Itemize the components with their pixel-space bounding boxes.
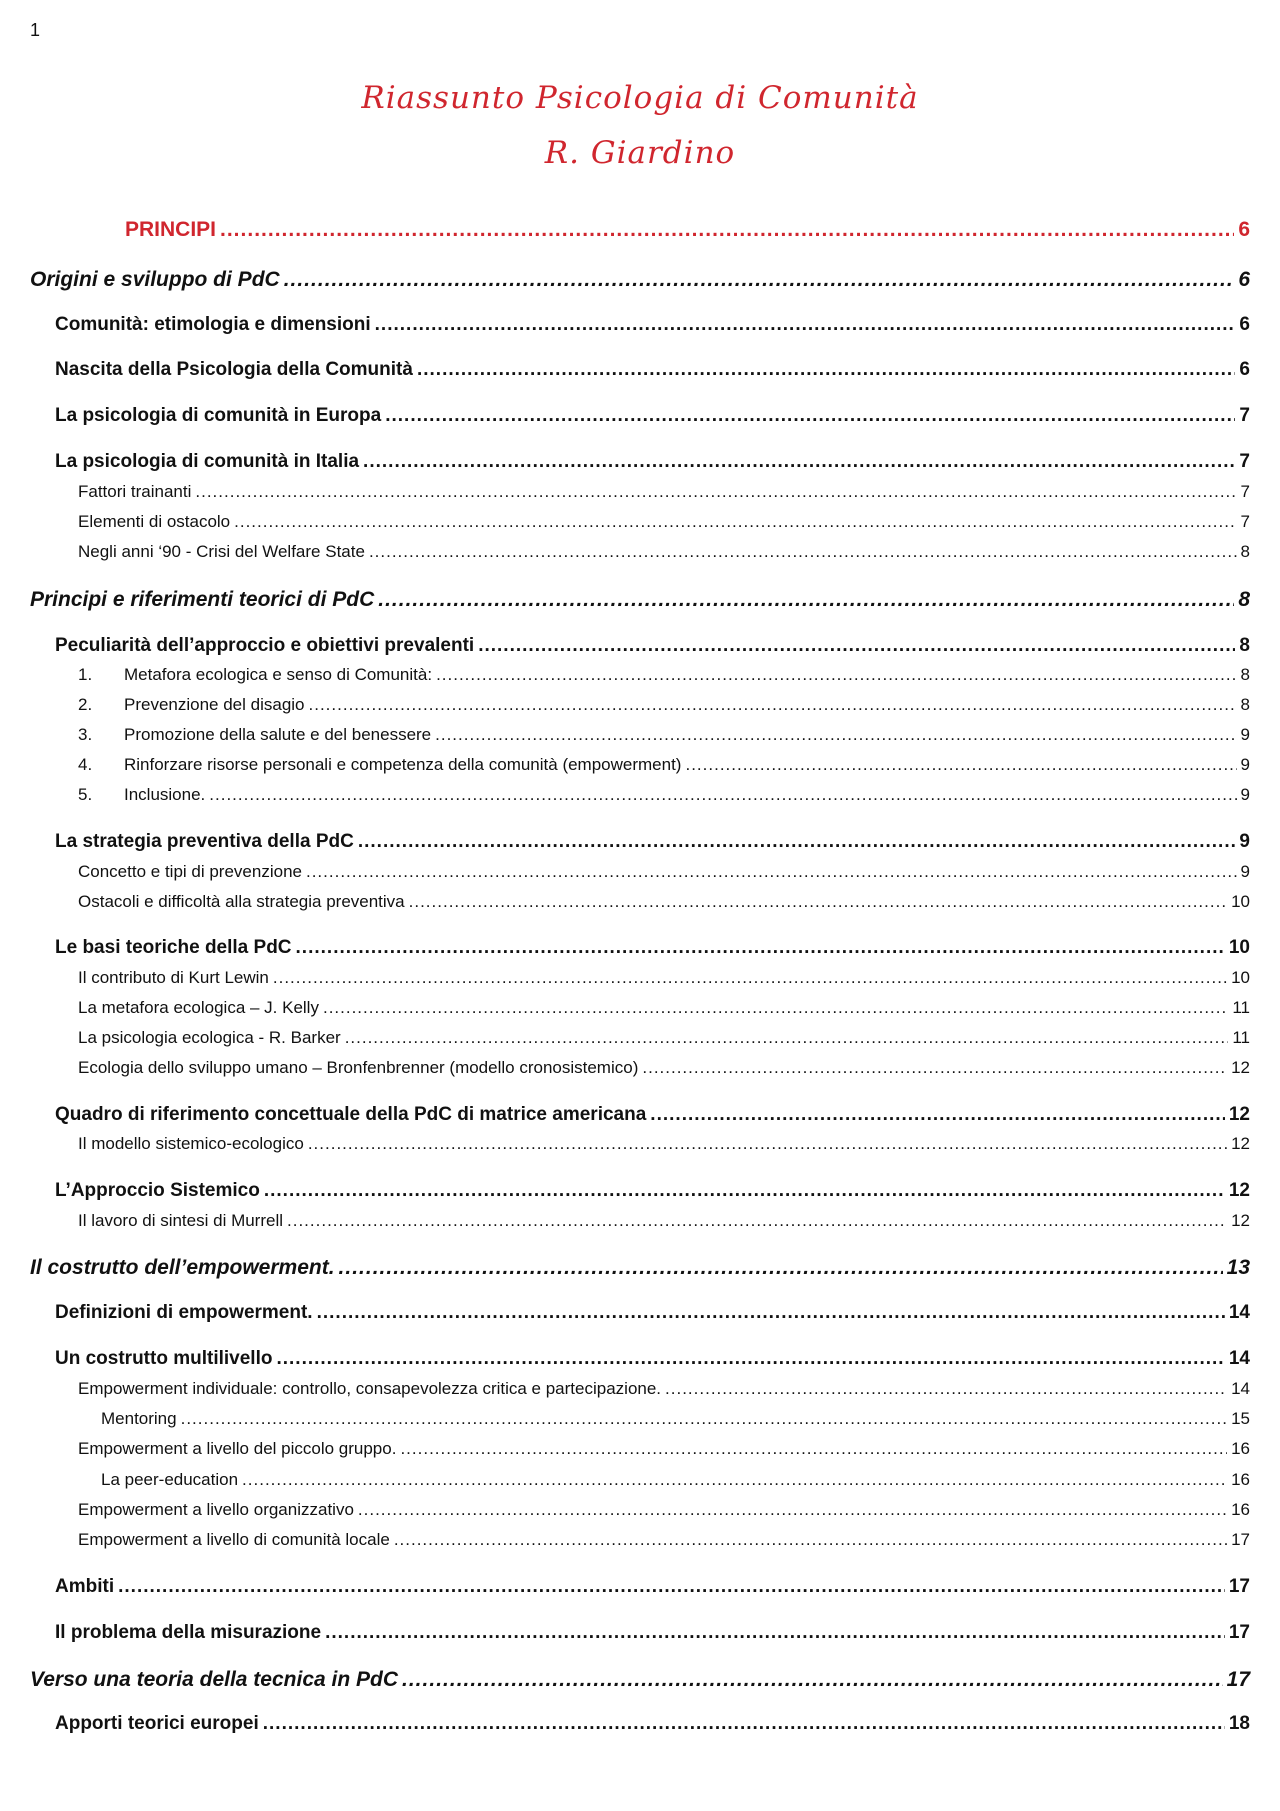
toc-leader-dots [665,1379,1227,1399]
toc-leader-dots [309,695,1237,715]
toc-leader-dots [296,937,1225,959]
toc-entry-title: Comunità: etimologia e dimensioni [55,314,371,335]
toc-leader-dots [287,1211,1227,1231]
toc-entry[interactable] [55,314,1250,336]
toc-entry[interactable] [55,831,1250,853]
toc-entry-page: 8 [1239,635,1250,656]
toc-entry-title: Quadro di riferimento concettuale della PdC di matrice americana [55,1104,647,1125]
toc-leader-dots [306,862,1237,882]
toc-entry[interactable] [78,892,1250,912]
toc-entry[interactable] [55,1348,1250,1370]
toc-entry-page: 9 [1240,755,1250,774]
toc-leader-dots [273,968,1227,988]
toc-entry-page: 12 [1228,1104,1250,1125]
toc-entry-page: 11 [1232,998,1250,1017]
toc-entry[interactable] [55,1302,1250,1324]
toc-entry[interactable] [55,405,1250,427]
toc-leader-dots [642,1058,1227,1078]
toc-entry-page: 12 [1231,1211,1250,1230]
toc-entry[interactable] [55,1713,1250,1735]
toc-entry-page: 18 [1228,1713,1250,1734]
toc-entry-number: 5. [78,785,93,804]
toc-leader-dots [685,755,1236,775]
toc-entry-title: Mentoring [101,1409,177,1428]
toc-entry-title: Il lavoro di sintesi di Murrell [78,1211,284,1230]
toc-entry-title: Le basi teoriche della PdC [55,937,292,958]
toc-entry-title: PRINCIPI [125,218,217,241]
toc-entry-page: 8 [1238,588,1250,611]
toc-entry-title: Rinforzare risorse personali e competenza della comunità (empowerment) [124,755,682,774]
toc-leader-dots [195,482,1236,502]
toc-entry-page: 6 [1238,268,1250,291]
toc-entry-page: 14 [1228,1302,1250,1323]
toc-entry-page: 9 [1240,785,1250,804]
toc-entry-page: 9 [1239,831,1250,852]
toc-entry-page: 8 [1240,695,1250,714]
toc-entry[interactable] [78,785,1250,805]
toc-leader-dots [369,542,1237,562]
toc-entry[interactable] [55,1180,1250,1202]
toc-entry-title: Fattori trainanti [78,482,192,501]
toc-entry[interactable] [55,451,1250,473]
toc-leader-dots [181,1409,1227,1429]
toc-entry[interactable] [30,588,1250,612]
toc-leader-dots [234,512,1236,532]
toc-leader-dots [308,1134,1227,1154]
toc-entry-title: Un costrutto multilivello [55,1348,273,1369]
toc-entry[interactable] [125,218,1250,242]
toc-entry-page: 7 [1240,512,1250,531]
toc-entry[interactable] [78,1379,1250,1399]
toc-leader-dots [323,998,1228,1018]
toc-entry-page: 6 [1239,359,1250,380]
toc-entry-number: 2. [78,695,93,714]
toc-entry[interactable] [78,998,1250,1018]
toc-entry-title: La psicologia di comunità in Italia [55,451,360,472]
toc-entry-page: 17 [1231,1530,1250,1549]
toc-entry-title: Empowerment a livello di comunità locale [78,1530,390,1549]
toc-entry[interactable] [78,1028,1250,1048]
toc-entry[interactable] [55,635,1250,657]
toc-entry-number: 3. [78,725,93,744]
document-author: R. Giardino [544,135,736,171]
toc-entry-title: Definizioni di empowerment. [55,1302,313,1323]
toc-entry-page: 15 [1231,1409,1250,1428]
toc-entry-page: 10 [1231,968,1250,987]
toc-entry-title: Empowerment a livello del piccolo gruppo. [78,1439,397,1458]
toc-entry[interactable] [55,1576,1250,1598]
toc-entry-title: La psicologia ecologica - R. Barker [78,1028,341,1047]
toc-entry[interactable] [78,695,1250,715]
toc-leader-dots [402,1668,1223,1692]
toc-leader-dots [339,1256,1223,1280]
page-number: 1 [30,20,41,40]
toc-entry-page: 6 [1239,314,1250,335]
toc-entry-title: Empowerment individuale: controllo, consapevolezza critica e partecipazione. [78,1379,662,1398]
toc-leader-dots [345,1028,1229,1048]
toc-leader-dots [417,359,1235,381]
toc-entry-page: 11 [1232,1028,1250,1047]
toc-entry-title: Negli anni ‘90 - Crisi del Welfare State [78,542,365,561]
toc-entry-title: Apporti teorici europei [55,1713,259,1734]
toc-entry[interactable] [78,1500,1250,1520]
toc-entry-page: 16 [1231,1500,1250,1519]
toc-entry[interactable] [78,1211,1250,1231]
toc-leader-dots [242,1470,1227,1490]
toc-entry[interactable] [101,1409,1250,1429]
toc-entry[interactable] [55,937,1250,959]
toc-entry-page: 12 [1231,1058,1250,1077]
toc-entry-title: Concetto e tipi di prevenzione [78,862,302,881]
toc-leader-dots [284,268,1235,292]
toc-entry[interactable] [78,1439,1250,1459]
toc-entry[interactable] [78,482,1250,502]
toc-entry-title: Ecologia dello sviluppo umano – Bronfenbrenner (modello cronosistemico) [78,1058,639,1077]
toc-entry-page: 17 [1226,1668,1250,1691]
toc-entry-title: Inclusione. [124,785,206,804]
toc-leader-dots [650,1104,1225,1126]
document-title: Riassunto Psicologia di Comunità [361,80,919,116]
toc-entry-page: 8 [1240,542,1250,561]
toc-entry[interactable] [30,1668,1250,1692]
toc-entry-title: Ostacoli e difficoltà alla strategia preventiva [78,892,405,911]
toc-leader-dots [220,218,1234,242]
toc-leader-dots [264,1180,1225,1202]
toc-entry-page: 7 [1239,405,1250,426]
toc-leader-dots [358,831,1236,853]
toc-entry-page: 7 [1239,451,1250,472]
toc-leader-dots [325,1622,1225,1644]
toc-entry-title: La psicologia di comunità in Europa [55,405,382,426]
toc-entry-title: La metafora ecologica – J. Kelly [78,998,319,1017]
toc-entry-title: La strategia preventiva della PdC [55,831,354,852]
toc-leader-dots [394,1530,1227,1550]
toc-entry-page: 16 [1231,1470,1250,1489]
toc-entry-title: Verso una teoria della tecnica in PdC [30,1668,399,1691]
toc-leader-dots [276,1348,1224,1370]
toc-entry-title: L’Approccio Sistemico [55,1180,260,1201]
toc-entry[interactable] [78,512,1250,532]
toc-entry[interactable] [78,968,1250,988]
toc-entry-page: 10 [1228,937,1250,958]
toc-entry-title: Nascita della Psicologia della Comunità [55,359,413,380]
toc-entry[interactable] [55,1622,1250,1644]
toc-entry-page: 10 [1231,892,1250,911]
toc-entry-title: Prevenzione del disagio [124,695,305,714]
toc-leader-dots [118,1576,1225,1598]
toc-entry-page: 14 [1228,1348,1250,1369]
toc-leader-dots [409,892,1227,912]
toc-entry-title: Il contributo di Kurt Lewin [78,968,269,987]
toc-leader-dots [436,665,1236,685]
toc-leader-dots [435,725,1236,745]
toc-entry-page: 16 [1231,1439,1250,1458]
toc-leader-dots [375,314,1236,336]
toc-entry[interactable] [78,1134,1250,1154]
toc-entry-page: 9 [1240,862,1250,881]
toc-entry[interactable] [78,1058,1250,1078]
toc-entry-number: 1. [78,665,93,684]
toc-leader-dots [263,1713,1225,1735]
toc-entry[interactable] [78,725,1250,745]
toc-entry-title: Il modello sistemico-ecologico [78,1134,304,1153]
toc-entry-title: Metafora ecologica e senso di Comunità: [124,665,433,684]
toc-leader-dots [358,1500,1227,1520]
toc-entry[interactable] [101,1470,1250,1490]
toc-entry-page: 12 [1231,1134,1250,1153]
toc-leader-dots [209,785,1236,805]
toc-entry-page: 14 [1231,1379,1250,1398]
toc-entry[interactable] [55,359,1250,381]
toc-entry-title: La peer-education [101,1470,239,1489]
toc-entry-page: 12 [1228,1180,1250,1201]
toc-entry-title: Il costrutto dell’empowerment. [30,1256,335,1279]
toc-entry-title: Ambiti [55,1576,115,1597]
toc-entry[interactable] [55,1104,1250,1126]
toc-entry[interactable] [78,1530,1250,1550]
toc-entry[interactable] [30,268,1250,292]
toc-leader-dots [317,1302,1225,1324]
toc-entry[interactable] [78,665,1250,685]
toc-entry[interactable] [78,542,1250,562]
toc-entry-title: Empowerment a livello organizzativo [78,1500,354,1519]
toc-entry-page: 6 [1238,218,1250,241]
toc-entry-title: Principi e riferimenti teorici di PdC [30,588,375,611]
toc-entry-page: 8 [1240,665,1250,684]
toc-entry-number: 4. [78,755,93,774]
toc-entry-page: 9 [1240,725,1250,744]
toc-entry[interactable] [78,755,1250,775]
toc-leader-dots [400,1439,1227,1459]
toc-leader-dots [363,451,1235,473]
toc-entry-title: Peculiarità dell’approccio e obiettivi prevalenti [55,635,475,656]
toc-entry-page: 17 [1228,1576,1250,1597]
toc-entry-page: 17 [1228,1622,1250,1643]
toc-entry[interactable] [78,862,1250,882]
toc-leader-dots [378,588,1234,612]
toc-entry-title: Promozione della salute e del benessere [124,725,432,744]
toc-entry-title: Il problema della misurazione [55,1622,322,1643]
toc-entry[interactable] [30,1256,1250,1280]
toc-entry-page: 7 [1240,482,1250,501]
toc-leader-dots [385,405,1235,427]
toc-entry-title: Origini e sviluppo di PdC [30,268,280,291]
toc-leader-dots [478,635,1235,657]
toc-entry-title: Elementi di ostacolo [78,512,231,531]
toc-entry-page: 13 [1226,1256,1250,1279]
